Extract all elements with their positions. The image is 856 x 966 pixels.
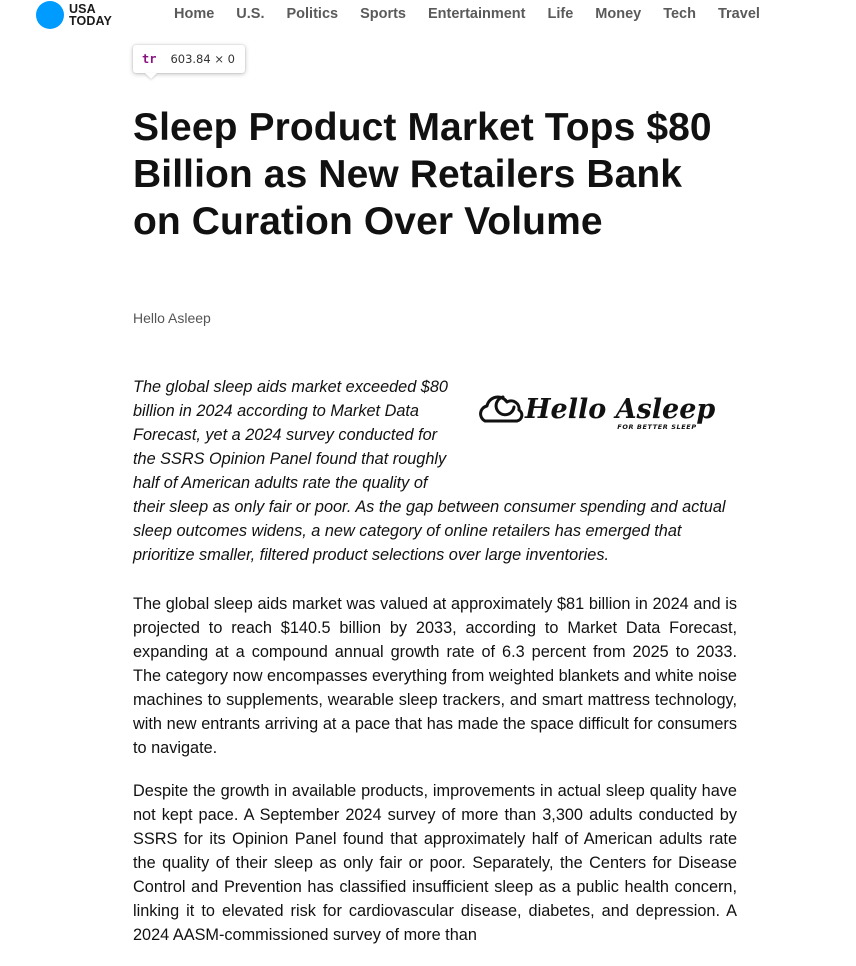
- nav-sports[interactable]: Sports: [360, 6, 406, 22]
- nav-politics[interactable]: Politics: [286, 6, 339, 22]
- article-body: [133, 592, 737, 966]
- hello-asleep-logo-graphic: [467, 375, 737, 479]
- site-header: [0, 0, 856, 32]
- summary-text: The global sleep aids market exceeded $80 billion in 2024 according to Market Data Forecast, yet a 2024 survey conducted for the SSRS Opinion Panel found that roughly half of American adults rate the quality of their sleep as only fair or poor. As the gap between consumer spending and actual sleep outcomes widens, a new category of online retailers has emerged that prioritize smaller, filtered product selections over large inventories.: [133, 378, 726, 564]
- tooltip-dimensions: 603.84 × 0: [170, 52, 235, 66]
- tooltip-tag-name: tr: [142, 52, 157, 66]
- nav-home[interactable]: Home: [174, 6, 215, 22]
- nav-travel[interactable]: Travel: [717, 6, 760, 22]
- logo-tagline: FOR BETTER SLEEP: [617, 423, 697, 431]
- article-summary: [133, 375, 737, 567]
- usa-today-logo[interactable]: [36, 1, 112, 29]
- nav-life[interactable]: Life: [547, 6, 574, 22]
- article-paragraph-2: Despite the growth in available products, improvements in actual sleep quality have not kept pace. A September 2024 survey of more than 3,300 adults conducted by SSRS for its Opinion Panel found that approximately half of American adults rate the quality of their sleep as only fair or poor. Separately, the Centers for Disease Control and Prevention has classified insufficient sleep as a public health concern, linking it to elevated risk for cardiovascular disease, diabetes, and depression. A 2024 AASM-commissioned survey of more than: [133, 782, 737, 944]
- logo-name: Hello Asleep: [525, 394, 716, 425]
- devtools-element-tooltip: [133, 45, 245, 73]
- article-paragraph-1: The global sleep aids market was valued at approximately $81 billion in 2024 and is projected to reach $140.5 billion by 2033, according to Market Data Forecast, expanding at a compound annual growth rate of 6.3 percent from 2025 to 2033. The category now encompasses everything from weighted blankets and white noise machines to supplements, wearable sleep trackers, and smart mattress technology, with new entrants arriving at a pace that has made the space difficult for consumers to navigate.: [133, 595, 737, 757]
- logo-circle-icon: [36, 1, 64, 29]
- article-headline: Sleep Product Market Tops $80 Billion as New Retailers Bank on Curation Over Volume: [133, 106, 712, 243]
- logo-line-2: TODAY: [69, 14, 112, 28]
- nav-money[interactable]: Money: [595, 6, 642, 22]
- nav-entertainment[interactable]: Entertainment: [428, 6, 526, 22]
- article-byline[interactable]: Hello Asleep: [133, 310, 211, 326]
- nav-tech[interactable]: Tech: [663, 6, 696, 22]
- nav-us[interactable]: U.S.: [236, 6, 265, 22]
- logo-line-1: USA: [69, 2, 96, 16]
- logo-wordmark: [69, 3, 112, 27]
- main-nav: [163, 6, 771, 22]
- hello-asleep-logo: [467, 375, 737, 479]
